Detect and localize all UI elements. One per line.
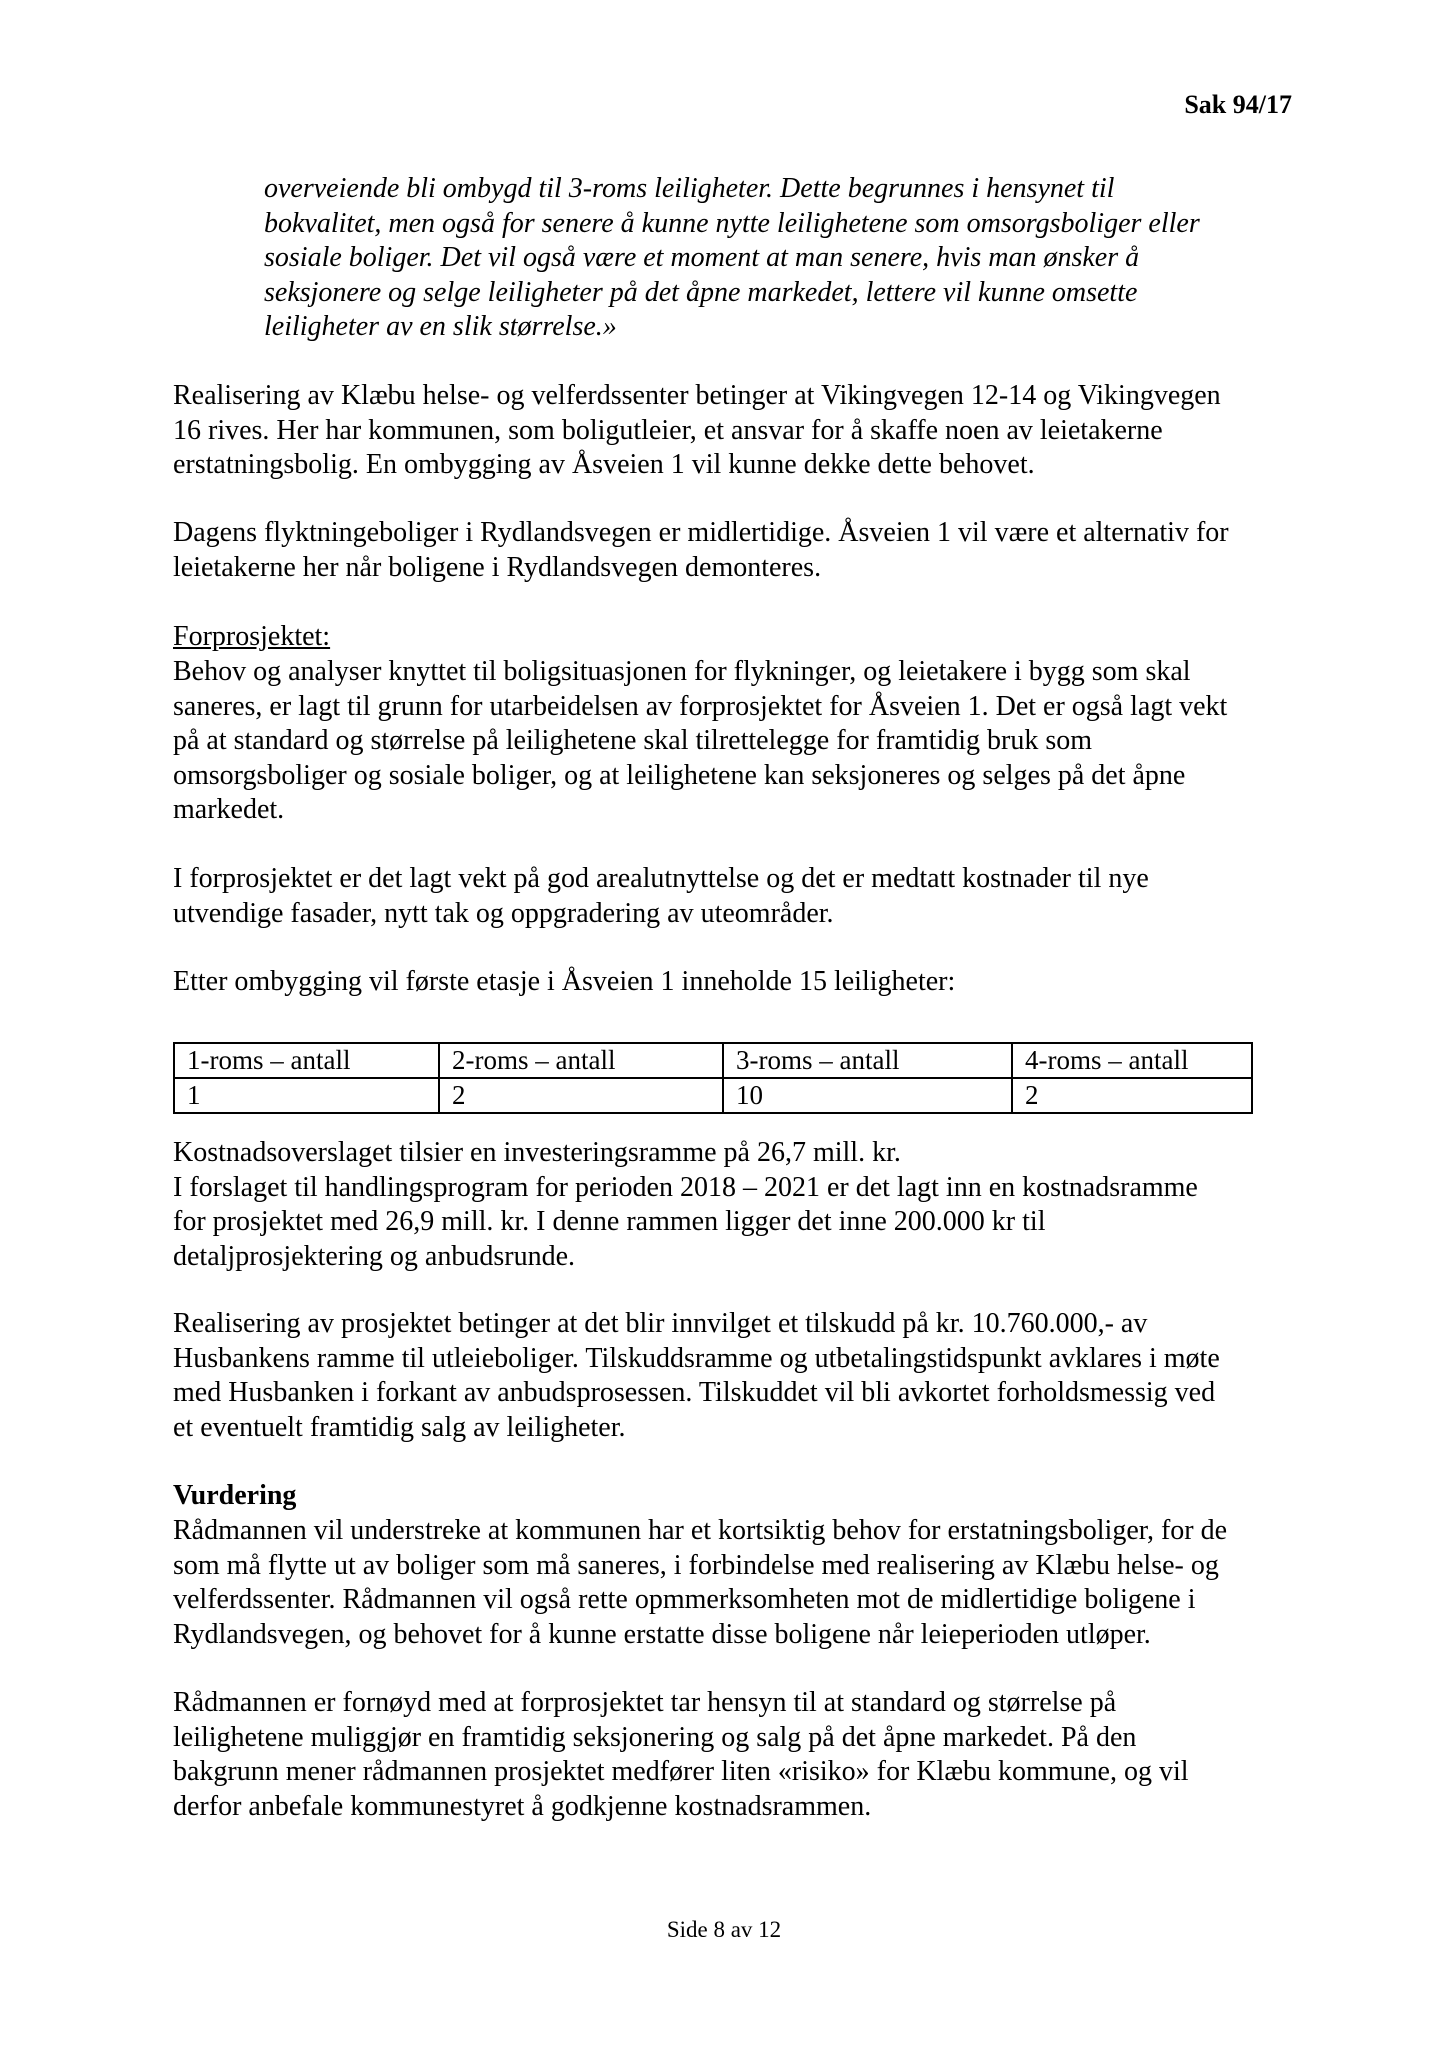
table-header-cell: 4-roms – antall — [1012, 1043, 1252, 1078]
text-line: et eventuelt framtidig salg av leiligheter. — [173, 1411, 626, 1443]
text-line: 16 rives. Her har kommunen, som boligutleier, et ansvar for å skaffe noen av leietakerne — [173, 414, 1163, 446]
table-row — [174, 1078, 1252, 1113]
text-line: på at standard og størrelse på leilighetene skal tilrettelegge for framtidig bruk som — [173, 725, 1093, 756]
text-line: derfor anbefale kommunestyret å godkjenne kostnadsrammen. — [173, 1790, 872, 1822]
text-line: Realisering av Klæbu helse- og velferdssenter betinger at Vikingvegen 12-14 og Vikingvegen — [173, 380, 1221, 411]
text-line: utvendige fasader, nytt tak og oppgradering av uteområder. — [173, 897, 834, 929]
text-line: velferdssenter. Rådmannen vil også rette opmmerksomheten mot de midlertidige boligene i — [173, 1584, 1196, 1615]
text-line: Behov og analyser knyttet til boligsituasjonen for flykninger, og leietakere i bygg som skal — [173, 656, 1191, 687]
text-line: Realisering av prosjektet betinger at det blir innvilget et tilskudd på kr. 10.760.000,- av — [173, 1308, 1148, 1339]
text-line: erstatningsbolig. En ombygging av Åsveien 1 vil kunne dekke dette behovet. — [173, 449, 1035, 480]
text-line: Etter ombygging vil første etasje i Åsveien 1 inneholde 15 leiligheter: — [173, 966, 956, 997]
table-header-cell: 3-roms – antall — [723, 1043, 1012, 1078]
text-line: I forprosjektet er det lagt vekt på god arealutnyttelse og det er medtatt kostnader til nye — [173, 863, 1149, 894]
paragraph-tilskudd — [173, 1307, 1293, 1445]
text-line: leilighetene muliggjør en framtidig seksjonering og salg på det åpne markedet. På den — [173, 1721, 1137, 1753]
text-line: Husbankens ramme til utleieboliger. Tilskuddsramme og utbetalingstidspunkt avklares i møte — [173, 1342, 1220, 1374]
paragraph-vurdering — [173, 1514, 1293, 1652]
apartment-count-table — [173, 1042, 1253, 1114]
text-line: omsorgsboliger og sosiale boliger, og at leilighetene kan seksjoneres og selges på det åpne — [173, 759, 1186, 791]
paragraph-leiligheter-intro — [173, 965, 1293, 1000]
text-line: Rådmannen vil understreke at kommunen har et kortsiktig behov for erstatningsboliger, for de — [173, 1515, 1228, 1546]
text-line: med Husbanken i forkant av anbudsprosessen. Tilskuddet vil bli avkortet forholdsmessig ved — [173, 1377, 1216, 1408]
paragraph-rivning — [173, 379, 1293, 483]
paragraph-kostnad — [173, 1136, 1293, 1274]
table-cell: 10 — [723, 1078, 1012, 1113]
text-line: bakgrunn mener rådmannen prosjektet medfører liten «risiko» for Klæbu kommune, og vil — [173, 1756, 1189, 1787]
table-cell: 2 — [439, 1078, 723, 1113]
text-line: markedet. — [173, 794, 285, 825]
text-line: leietakerne her når boligene i Rydlandsvegen demonteres. — [173, 551, 822, 583]
text-line: saneres, er lagt til grunn for utarbeidelsen av forprosjektet for Åsveien 1. Det er også lagt vekt — [173, 690, 1228, 722]
text-line: Rydlandsvegen, og behovet for å kunne erstatte disse boligene når leieperioden utløper. — [173, 1618, 1151, 1650]
paragraph-forprosjekt-behov — [173, 655, 1293, 828]
text-line: Kostnadsoverslaget tilsier en investeringsramme på 26,7 mill. kr. — [173, 1137, 901, 1168]
table-header-cell: 2-roms – antall — [439, 1043, 723, 1078]
paragraph-flyktningeboliger — [173, 516, 1293, 585]
heading-forprosjektet: Forprosjektet: — [173, 621, 331, 652]
quote-line: sosiale boliger. Det vil også være et moment at man senere, hvis man ønsker å — [264, 242, 1140, 273]
table-cell: 2 — [1012, 1078, 1252, 1113]
page-number: Side 8 av 12 — [666, 1917, 782, 1942]
quote-line: overveiende bli ombygd til 3-roms leiligheter. Dette begrunnes i hensynet til — [264, 173, 1115, 204]
paragraph-anbefaling — [173, 1686, 1293, 1824]
text-line: detaljprosjektering og anbudsrunde. — [173, 1240, 576, 1272]
quote-line: seksjonere og selge leiligheter på det åpne markedet, lettere vil kunne omsette — [264, 276, 1138, 308]
table-cell: 1 — [174, 1078, 439, 1113]
text-line: som må flytte ut av boliger som må saneres, i forbindelse med realisering av Klæbu helse- og — [173, 1549, 1219, 1581]
text-line: Rådmannen er fornøyd med at forprosjektet tar hensyn til at standard og størrelse på — [173, 1687, 1117, 1718]
text-line: for prosjektet med 26,9 mill. kr. I denne rammen ligger det inne 200.000 kr til — [173, 1206, 1046, 1237]
heading-vurdering: Vurdering — [173, 1480, 297, 1511]
table-header-cell: 1-roms – antall — [174, 1043, 439, 1078]
text-line: Dagens flyktningeboliger i Rydlandsvegen er midlertidige. Åsveien 1 vil være et alternativ for — [173, 517, 1229, 548]
case-number: Sak 94/17 — [1184, 90, 1292, 119]
table-header-row — [174, 1043, 1252, 1078]
quote-line: leiligheter av en slik størrelse.» — [264, 311, 617, 342]
quote-block — [264, 172, 1274, 345]
text-line: I forslaget til handlingsprogram for perioden 2018 – 2021 er det lagt inn en kostnadsramme — [173, 1171, 1198, 1203]
paragraph-arealutnyttelse — [173, 862, 1293, 931]
quote-line: bokvalitet, men også for senere å kunne nytte leilighetene som omsorgsboliger eller — [264, 207, 1200, 239]
